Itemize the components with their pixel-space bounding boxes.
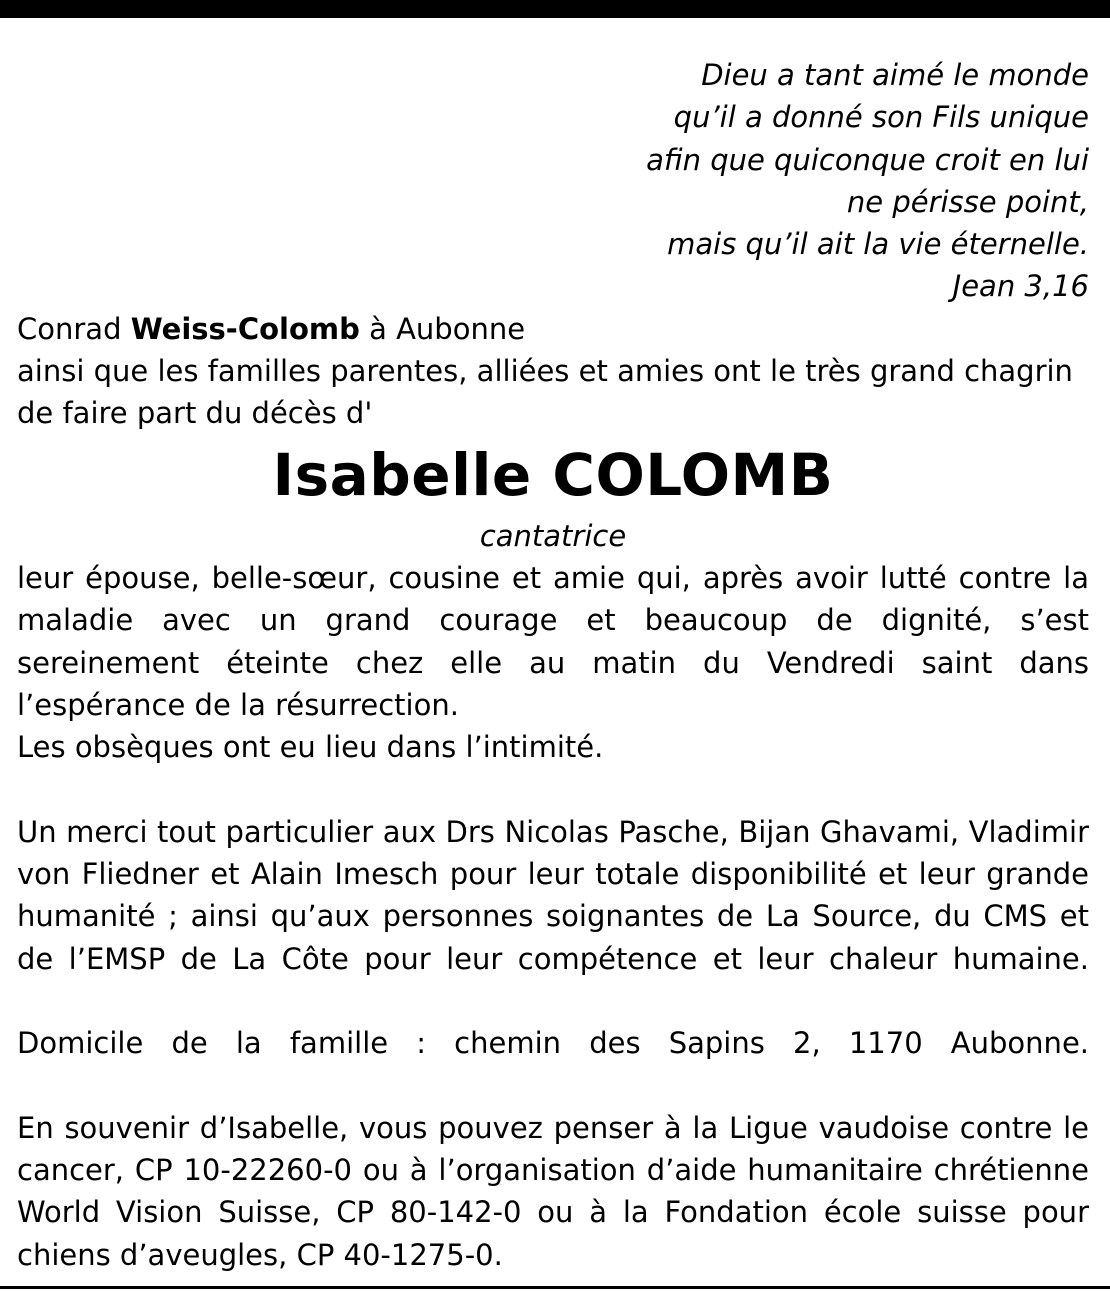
- funeral-note: Les obsèques ont eu lieu dans l’intimité.: [17, 730, 604, 765]
- verse-line: afin que quiconque croit en lui: [646, 142, 1089, 177]
- donations-paragraph: En souvenir d’Isabelle, vous pouvez penser à la Ligue vaudoise contre le cancer, CP 10-22260-0 ou à l’organisation d’aide humanitaire chrétienne World Vision Suisse, CP 80-142-0 ou à la Fondation école suisse pour chiens d’aveugles, CP 40-1275-0.: [17, 1110, 1089, 1272]
- intro-line-2: de faire part du décès d': [17, 396, 373, 431]
- domicile-line: Domicile de la famille : chemin des Sapins 2, 1170 Aubonne.: [17, 1026, 1089, 1061]
- spacer: [17, 980, 1089, 1022]
- thanks-paragraph: Un merci tout particulier aux Drs Nicolas Pasche, Bijan Ghavami, Vladimir von Fliedner et Alain Imesch pour leur totale disponibilité et leur grande humanité ; ainsi qu’aux personnes soignantes de La Source, du CMS et de l’EMSP de La Côte pour leur compétence et leur chaleur humaine.: [17, 814, 1089, 976]
- top-border-rule: [0, 0, 1110, 18]
- bottom-border-rule: [0, 1286, 1110, 1289]
- verse-line: qu’il a donné son Fils unique: [673, 100, 1089, 135]
- announcer-first-name: Conrad: [17, 311, 122, 346]
- deceased-name: Isabelle COLOMB: [272, 440, 834, 509]
- verse-line: mais qu’il ait la vie éternelle.: [667, 227, 1089, 262]
- deceased-profession: cantatrice: [479, 518, 627, 553]
- verse-line: ne périsse point,: [846, 184, 1089, 219]
- announcer-family-name: Weiss-Colomb: [130, 311, 360, 346]
- verse-line: Dieu a tant aimé le monde: [701, 58, 1089, 92]
- verse-reference: Jean 3,16: [952, 269, 1089, 304]
- spacer: [17, 768, 1089, 810]
- intro-line-1: ainsi que les familles parentes, alliées et amies ont le très grand chagrin: [17, 354, 1073, 389]
- announcer-location: à Aubonne: [369, 311, 526, 346]
- description-paragraph: leur épouse, belle-sœur, cousine et amie qui, après avoir lutté contre la maladie avec un grand courage et beaucoup de dignité, s’est sereinement éteinte chez elle au matin du Vendredi saint dans l’espérance de la résurrection.: [17, 560, 1089, 722]
- spacer: [17, 1065, 1089, 1107]
- bible-verse: [17, 54, 1089, 308]
- announcer-line: [17, 308, 1089, 350]
- obituary-notice: [17, 54, 1089, 1276]
